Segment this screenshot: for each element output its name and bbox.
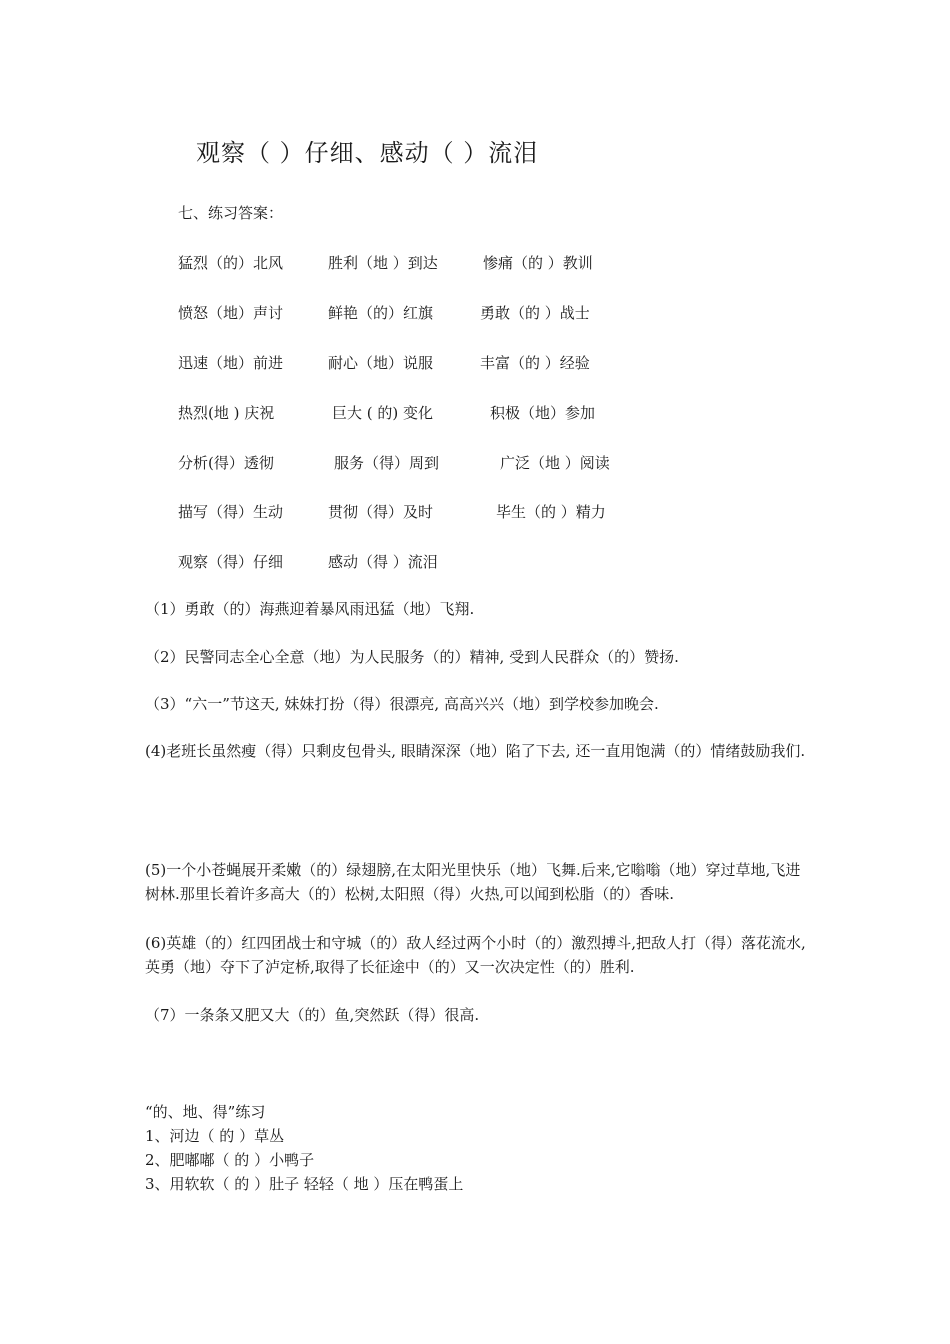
section-heading: 七、练习答案： (178, 204, 284, 222)
answer-cell: 丰富（的 ）经验 (480, 354, 590, 372)
answer-cell: 广泛（地 ）阅读 (500, 454, 610, 472)
answer-cell: 耐心（地）说服 (328, 354, 434, 372)
answer-cell: 服务（得）周到 (334, 454, 440, 472)
answer-sentence: (5)一个小苍蝇展开柔嫩（的）绿翅膀,在太阳光里快乐（地）飞舞.后来,它嗡嗡（地）穿过草地,飞进树林.那里长着许多高大（的）松树,太阳照（得）火热,可以闻到松脂（的）香味. (145, 861, 801, 903)
answer-cell: 贯彻（得）及时 (328, 503, 434, 521)
answer-cell: 勇敢（的 ）战士 (480, 304, 590, 322)
answer-cell: 猛烈（的）北风 (178, 254, 284, 272)
page-title: 观察（ ）仔细、感动（ ）流泪 (196, 139, 539, 167)
answer-cell: 积极（地）参加 (490, 404, 596, 422)
answer-sentence: （7）一条条又肥又大（的）鱼,突然跃（得）很高. (145, 1006, 480, 1024)
answer-cell: 胜利（地 ）到达 (328, 254, 438, 272)
answer-sentence: （1）勇敢（的）海燕迎着暴风雨迅猛（地）飞翔. (145, 600, 475, 618)
answer-cell: 惨痛（的 ）教训 (483, 254, 593, 272)
answer-cell: 感动（得 ）流泪 (328, 553, 438, 571)
answer-cell: 热烈(地 ) 庆祝 (178, 404, 275, 422)
answer-sentence: (6)英雄（的）红四团战士和守城（的）敌人经过两个小时（的）激烈搏斗,把敌人打（得）落花流水,英勇（地）夺下了泸定桥,取得了长征途中（的）又一次决定性（的）胜利. (145, 934, 806, 976)
answer-cell: 愤怒（地）声讨 (178, 304, 284, 322)
practice-heading: “的、地、得”练习 (145, 1103, 266, 1121)
practice-item: 3、用软软（ 的 ）肚子 轻轻（ 地 ）压在鸭蛋上 (145, 1175, 464, 1193)
answer-cell: 迅速（地）前进 (178, 354, 284, 372)
practice-item: 2、肥嘟嘟（ 的 ）小鸭子 (145, 1151, 315, 1169)
answer-cell: 观察（得）仔细 (178, 553, 284, 571)
answer-sentence: (4)老班长虽然瘦（得）只剩皮包骨头, 眼睛深深（地）陷了下去, 还一直用饱满（的）情绪鼓励我们. (145, 742, 806, 760)
answer-sentence: （2）民警同志全心全意（地）为人民服务（的）精神, 受到人民群众（的）赞扬. (145, 648, 679, 666)
answer-cell: 描写（得）生动 (178, 503, 284, 521)
answer-cell: 鲜艳（的）红旗 (328, 304, 434, 322)
answer-cell: 毕生（的 ）精力 (496, 503, 606, 521)
answer-cell: 分析(得）透彻 (178, 454, 274, 472)
answer-cell: 巨大 ( 的) 变化 (332, 404, 434, 422)
practice-section (145, 1100, 463, 1196)
practice-item: 1、河边（ 的 ）草丛 (145, 1127, 285, 1145)
answer-sentence: （3）“六一”节这天, 妹妹打扮（得）很漂亮, 高高兴兴（地）到学校参加晚会. (145, 695, 659, 713)
